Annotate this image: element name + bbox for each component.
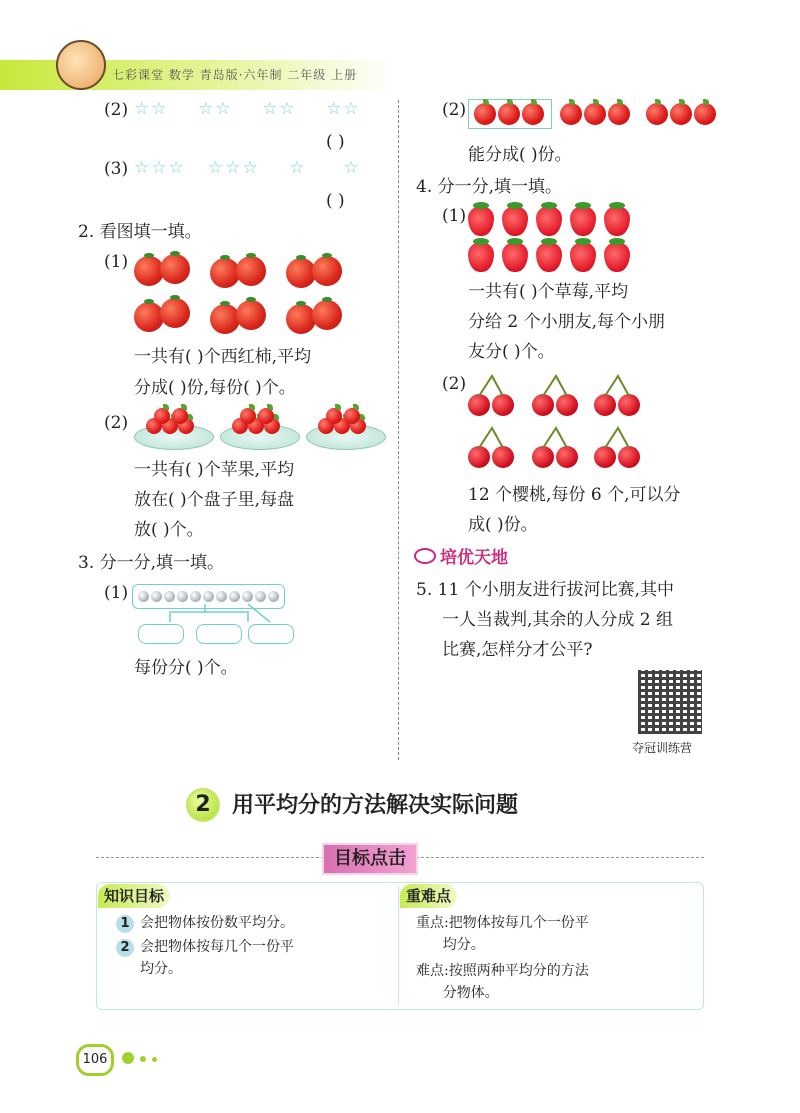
q2-2-line3: 放( )个。 (134, 520, 204, 540)
q2-1-line1: 一共有( )个西红柿,平均 (134, 347, 312, 367)
peiyou-heading: 培优天地 (440, 548, 508, 568)
tomato-group (130, 252, 350, 342)
strawberry-icon (536, 242, 562, 272)
knowledge-text: 会把物体按份数平均分。 (140, 915, 294, 931)
knowledge-item (116, 912, 294, 934)
key-point-line: 难点:按照两种平均分的方法 (416, 963, 589, 979)
knowledge-text: 会把物体按每几个一份平 (140, 939, 294, 955)
tomato-icon (160, 298, 190, 328)
number-bullet: 1 (116, 915, 134, 933)
q2-1-label: (1) (104, 252, 129, 272)
strawberry-icon (570, 242, 596, 272)
q4-1-line2: 分给 2 个小朋友,每个小朋 (468, 312, 666, 332)
apple-row (468, 99, 728, 129)
tomato-icon (286, 304, 316, 334)
star-icon: ☆☆☆ ☆☆☆ ☆ ☆ (134, 158, 361, 178)
apple-icon (344, 408, 360, 424)
strawberry-icon (468, 242, 494, 272)
number-bullet: 2 (116, 939, 134, 957)
page-number: 106 (76, 1044, 114, 1076)
eye-icon (414, 548, 436, 564)
q1-2-label: (2) (104, 100, 129, 120)
goals-divider (398, 886, 399, 1004)
q1-3-label: (3) (104, 159, 129, 179)
section-number-badge: 2 (186, 788, 220, 822)
strawberry-icon (468, 206, 494, 236)
answer-box[interactable] (196, 624, 242, 644)
key-point-line: 均分。 (416, 937, 485, 953)
q3-1-label: (1) (104, 583, 129, 603)
q4-1-line3: 友分( )个。 (468, 342, 555, 362)
section-title: 用平均分的方法解决实际问题 (232, 793, 519, 818)
apple-icon (670, 103, 692, 125)
strawberry-icon (604, 242, 630, 272)
apple-icon (608, 103, 630, 125)
tomato-icon (236, 256, 266, 286)
q2-2-label: (2) (104, 413, 129, 433)
q4-2-line2: 成( )份。 (468, 515, 538, 535)
apple-icon (154, 408, 170, 424)
dot-icon (152, 1057, 157, 1062)
apple-icon (522, 103, 544, 125)
dot-icon (122, 1052, 134, 1064)
strawberry-icon (536, 206, 562, 236)
q1-3-answer-box[interactable]: ( ) (326, 191, 345, 211)
qr-code-icon[interactable] (638, 670, 702, 734)
apple-icon (326, 408, 342, 424)
apple-icon (584, 103, 606, 125)
key-point-line: 重点:把物体按每几个一份平 (416, 915, 589, 931)
apple-icon (560, 103, 582, 125)
knowledge-item (116, 936, 294, 958)
q5-line2: 一人当裁判,其余的人分成 2 组 (442, 610, 674, 630)
strawberry-group (466, 204, 646, 274)
cherry-stems (466, 372, 646, 452)
q3-title: 3. 分一分,填一填。 (78, 553, 225, 573)
q3-2-label: (2) (442, 100, 467, 120)
dot-icon (140, 1056, 146, 1062)
tomato-icon (210, 304, 240, 334)
answer-box[interactable] (138, 624, 184, 644)
q1-2-answer-box[interactable]: ( ) (326, 132, 345, 152)
q5-line3: 比赛,怎样分才公平? (442, 640, 593, 660)
knowledge-tag: 知识目标 (98, 884, 170, 908)
q2-2-line2: 放在( )个盘子里,每盘 (134, 490, 295, 510)
q4-2-label: (2) (442, 374, 467, 394)
knowledge-text: 均分。 (140, 961, 182, 977)
apple-icon (646, 103, 668, 125)
goals-banner: 目标点击 (322, 843, 418, 875)
q3-1-line1: 每份分( )个。 (134, 658, 238, 678)
apple-icon (474, 103, 496, 125)
cherry-group (466, 372, 646, 472)
star-icon: ☆☆ ☆☆ ☆☆ ☆☆ (134, 99, 361, 119)
q2-1-line2: 分成( )份,每份( )个。 (134, 378, 296, 398)
answer-box[interactable] (248, 624, 294, 644)
strawberry-icon (570, 206, 596, 236)
q3-2-line1: 能分成( )份。 (468, 145, 572, 165)
column-divider (398, 100, 399, 760)
strawberry-icon (604, 206, 630, 236)
apple-icon (258, 408, 274, 424)
apple-icon (240, 408, 256, 424)
strawberry-icon (502, 242, 528, 272)
mascot-icon (56, 40, 106, 90)
q4-1-label: (1) (442, 206, 467, 226)
apple-icon (172, 408, 188, 424)
apple-plates (134, 410, 394, 450)
q4-title: 4. 分一分,填一填。 (416, 177, 563, 197)
q2-2-line1: 一共有( )个苹果,平均 (134, 460, 295, 480)
apple-icon (694, 103, 716, 125)
strawberry-icon (502, 206, 528, 236)
key-points-tag: 重难点 (400, 884, 457, 908)
q2-title: 2. 看图填一填。 (78, 222, 202, 242)
header-text: 七彩课堂 数学 青岛版·六年制 二年级 上册 (112, 68, 358, 82)
tomato-icon (134, 302, 164, 332)
tomato-icon (236, 300, 266, 330)
q5-line1: 5. 11 个小朋友进行拔河比赛,其中 (416, 580, 675, 600)
q4-2-line1: 12 个樱桃,每份 6 个,可以分 (468, 485, 681, 505)
apple-icon (498, 103, 520, 125)
q4-1-line1: 一共有( )个草莓,平均 (468, 282, 629, 302)
tomato-icon (312, 256, 342, 286)
qr-caption: 夺冠训练营 (632, 741, 693, 755)
tomato-icon (312, 300, 342, 330)
tomato-icon (160, 254, 190, 284)
key-point-line: 分物体。 (416, 985, 499, 1001)
